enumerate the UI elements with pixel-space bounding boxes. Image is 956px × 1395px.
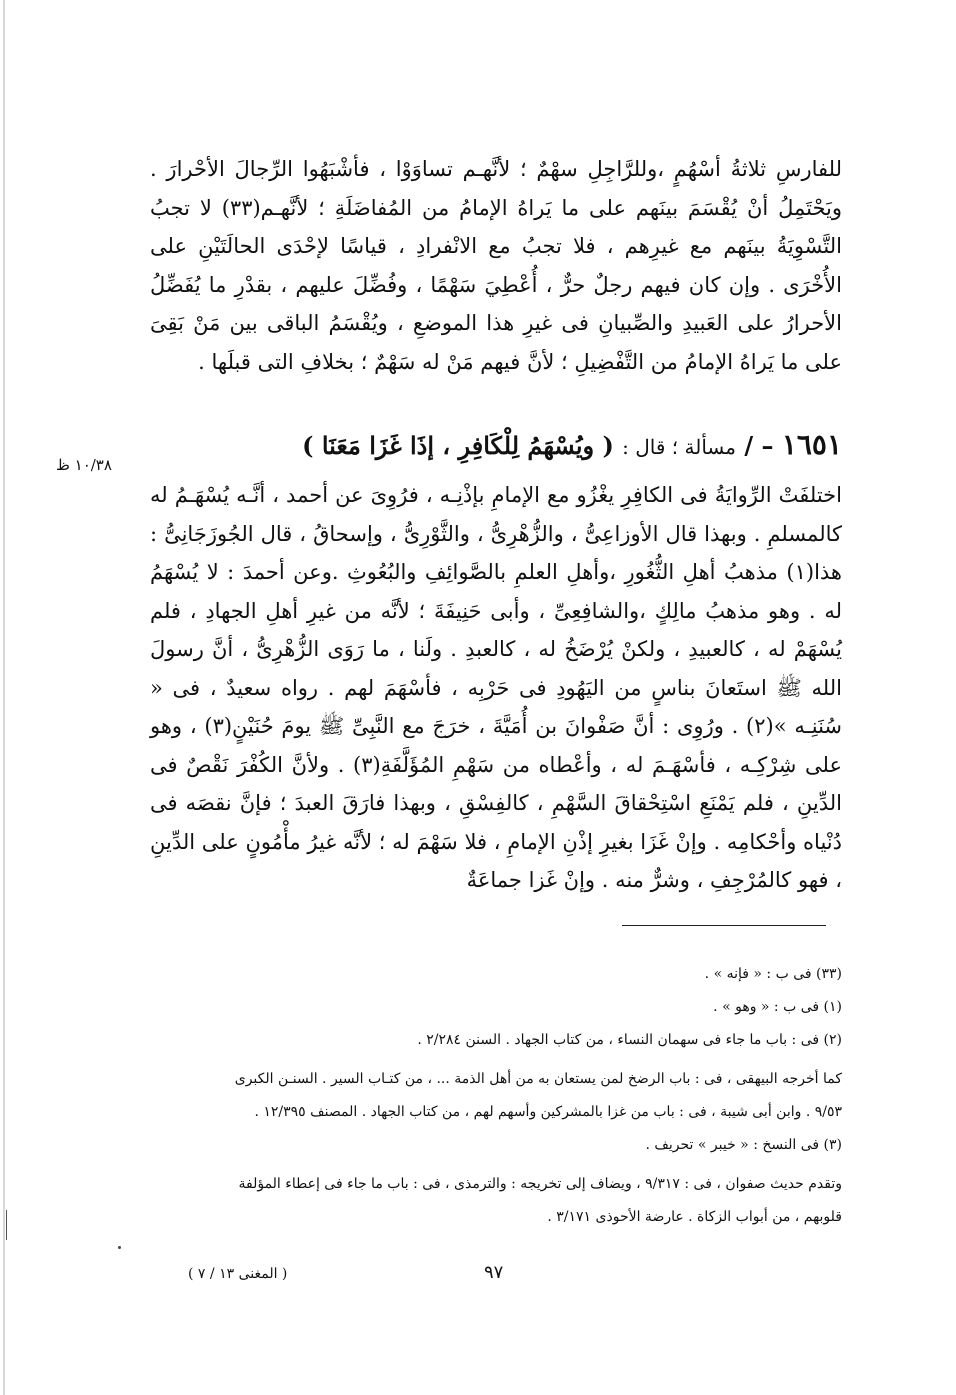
footnote: (٢) فى : باب ما جاء فى سهمان النساء ، من كتاب الجهاد . السنن ٢/٢٨٤ .	[417, 1032, 842, 1048]
paragraph-text: للفارسِ ثلاثةُ أسْهُمٍ ،وللرَّاجِلِ سهْمٌ ؛ لأنَّهـم تساوَوْا ، فأشْبَهُوا الرِّجالَ الأحْرارَ . ويَحْتَمِلُ أنْ يُقْسَمَ بينَهم على ما يَراهُ الإمامُ من المُفاضَلَةِ ؛ لأنَّهـم(٣٣) لا تجبُ التَّسْوِيَةُ بينَهم مع غيرِهم ، فلا تجبُ مع الانْفرادِ ، قياسًا لإحْدَى الحالَتَيْنِ على الأُخْرَى . وإن كان فيهم رجلٌ حرٌّ ، أُعْطِيَ سَهْمًا ، وفُضِّلَ عليهم ، بقدْرِ ما يُفَضِّلُ الأحرارُ على العَبيدِ والصِّبيانِ فى غيرِ هذا الموضعِ ، ويُقْسَمُ الباقى بين مَنْ بَقِىَ على ما يَراهُ الإمامُ من التَّفْضِيلِ ؛ لأنَّ فيهم مَنْ له سَهْمٌ ؛ بخلافِ التى قبلَها .	[150, 157, 842, 374]
volume-signature: ( المغنى ١٣ / ٧ )	[188, 1266, 288, 1282]
issue-label: مسألة ؛ قال :	[622, 435, 736, 459]
paragraph-text: اختلفَتْ الرِّوايَةُ فى الكافِرِ يغْزُو مع الإمامِ بإذْنِـه ، فرُوِىَ عن أحمد ، أنَّـه يُسْهَـمُ له كالمسلمِ . وبهذا قال الأوزاعِىُّ ، والزُّهْرِىُّ ، والثَّوْرِىُّ ، وإسحاقُ ، قال الجُوزَجَانِىُّ : هذا(١) مذهبُ أهلِ الثُّغُورِ ،وأهلِ العلمِ بالصَّوائِفِ والبُعُوثِ .وعن أحمدَ : لا يُسْهَمُ له . وهو مذهبُ مالِكٍ ،والشافِعِىِّ ، وأبى حَنِيفَةَ ؛ لأنَّه من غيرِ أهلِ الجهادِ ، فلم يُسْهَمْ له ، كالعبيدِ ، ولكنْ يُرْضَخُ له ، كالعبدِ . ولَنا ، ما رَوَى الزُّهْرِىُّ ، أنَّ رسولَ الله ﷺ استَعانَ بناسٍ من اليَهُودِ فى حَرْبِه ، فأسْهَمَ لهم . رواه سعيدٌ ، فى « سُنَنِـه »(٢) . ورُوِى : أنَّ صَفْوانَ بن أُمَيَّةَ ، خرَجَ مع النَّبِىِّ ﷺ يومَ حُنَيْنٍ(٣) ، وهو على شِرْكِـه ، فأسْهَـمَ له ، وأعْطاه من سَهْمِ المُؤَلَّفَةِ(٣) . ولأنَّ الكُفْرَ نَقْصٌ فى الدِّينِ ، فلم يَمْنَعِ اسْتِحْقاقَ السَّهْمِ ، كالفِسْقِ ، وبهذا فارَقَ العبدَ ؛ فإنَّ نقصَه فى دُنْياه وأحْكامِه . وإنْ غَزَا بغيرِ إذْنِ الإمامِ ، فلا سَهْمَ له ؛ لأنَّه غيرُ مأْمُونٍ على الدِّينِ ، فهو كالمُرْجِفِ ، وشرٌّ منه . وإنْ غَزا جماعَةٌ	[150, 483, 842, 892]
heading-dash: – /	[736, 431, 782, 460]
section-heading	[290, 428, 842, 461]
footnote: (٣) فى النسخ : « خيبر » تحريف .	[645, 1137, 842, 1153]
footnote: وتقدم حديث صفوان ، فى : ٩/٣١٧ ، ويضاف إلى تخريجه : والترمذى ، فى : باب ما جاء فى إعطاء المؤلفة	[238, 1176, 842, 1192]
footnote: (١) فى ب : « وهو » .	[713, 999, 842, 1015]
issue-number: ١٦٥١	[781, 428, 842, 461]
body-paragraph-2	[150, 476, 842, 900]
footnote-separator	[622, 925, 826, 926]
manuscript-margin-note: ١٠/٣٨ ظ	[56, 456, 112, 474]
footnote: ٩/٥٣ . وابن أبى شيبة ، فى : باب من غزا بالمشركين وأسهم لهم ، من كتاب الجهاد . المصنف ١٢/٣٩٥ .	[254, 1104, 842, 1120]
heading-quote: ( ويُسْهَمُ لِلْكَافِرِ ، إذَا غَزَا مَعَنَا )	[302, 431, 623, 460]
edge-mark	[6, 1210, 7, 1240]
body-paragraph-1	[150, 150, 842, 381]
page-edge	[3, 0, 5, 1395]
stray-dot	[118, 1246, 121, 1249]
footnotes	[150, 958, 842, 1234]
footnote: (٣٣) فى ب : « فإنه » .	[704, 966, 842, 982]
footnote: قلوبهم ، من أبواب الزكاة . عارضة الأحوذى ٣/١٧١ .	[547, 1209, 842, 1225]
page-number: ٩٧	[484, 1262, 504, 1283]
footnote: كما أخرجه البيهقى ، فى : باب الرضخ لمن يستعان به من أهل الذمة ... ، من كتـاب السير . السنـن الكبرى	[234, 1071, 842, 1087]
